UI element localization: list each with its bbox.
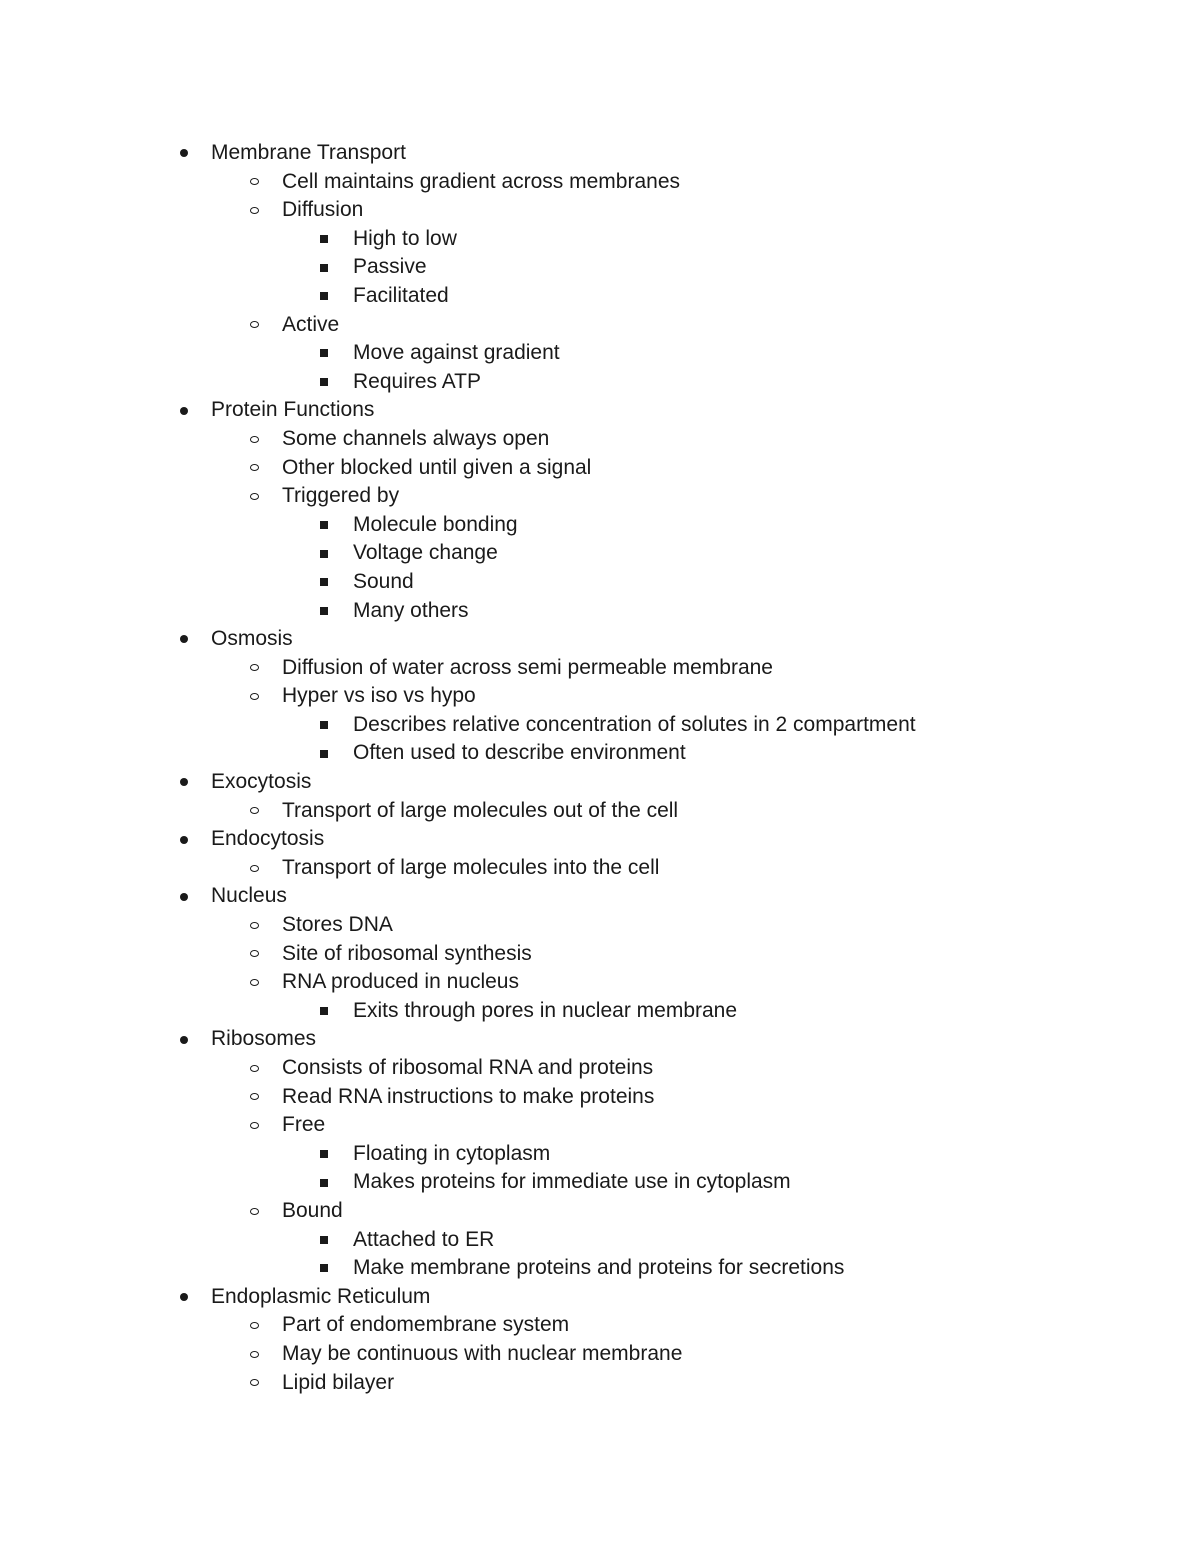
bulleted-outline — [0, 139, 1200, 1397]
outline-item-text: Membrane Transport — [211, 141, 406, 164]
outline-item-level-2 — [0, 997, 1200, 1026]
outline-item-text: Site of ribosomal synthesis — [282, 941, 532, 965]
filled-dot-bullet-icon — [177, 1025, 191, 1054]
outline-item-text: Some channels always open — [282, 426, 550, 450]
outline-item-text: Other blocked until given a signal — [282, 455, 592, 479]
outline-item-level-0 — [0, 825, 1200, 854]
outline-item-text: Makes proteins for immediate use in cytoplasm — [353, 1170, 791, 1194]
outline-item-level-2 — [0, 568, 1200, 597]
outline-item-text: Part of endomembrane system — [282, 1313, 570, 1337]
filled-square-bullet-icon — [317, 711, 331, 740]
hollow-circle-bullet-icon — [247, 940, 261, 969]
outline-item-text: Molecule bonding — [353, 512, 518, 536]
filled-square-bullet-icon — [317, 568, 331, 597]
outline-item-text: Describes relative concentration of solutes in 2 compartment — [353, 712, 916, 736]
hollow-circle-bullet-icon — [247, 682, 261, 711]
outline-item-text: May be continuous with nuclear membrane — [282, 1341, 683, 1365]
outline-item-level-2 — [0, 1168, 1200, 1197]
hollow-circle-bullet-icon — [247, 1083, 261, 1112]
outline-item-text: Facilitated — [353, 283, 449, 307]
hollow-circle-bullet-icon — [247, 168, 261, 197]
outline-item-text: Many others — [353, 598, 469, 622]
outline-item-text: Transport of large molecules out of the cell — [282, 798, 679, 822]
filled-square-bullet-icon — [317, 597, 331, 626]
filled-square-bullet-icon — [317, 1140, 331, 1169]
outline-item-text: Hyper vs iso vs hypo — [282, 684, 476, 708]
outline-item-level-2 — [0, 739, 1200, 768]
outline-item-level-2 — [0, 1140, 1200, 1169]
hollow-circle-bullet-icon — [247, 1369, 261, 1398]
filled-square-bullet-icon — [317, 739, 331, 768]
outline-item-level-1 — [0, 1054, 1200, 1083]
outline-item-text: High to low — [353, 226, 457, 250]
hollow-circle-bullet-icon — [247, 968, 261, 997]
outline-item-level-0 — [0, 1283, 1200, 1312]
outline-item-level-1 — [0, 311, 1200, 340]
hollow-circle-bullet-icon — [247, 1340, 261, 1369]
outline-item-text: Attached to ER — [353, 1227, 495, 1251]
hollow-circle-bullet-icon — [247, 654, 261, 683]
filled-dot-bullet-icon — [177, 825, 191, 854]
outline-item-text: Often used to describe environment — [353, 741, 686, 765]
outline-item-text: Stores DNA — [282, 913, 393, 937]
hollow-circle-bullet-icon — [247, 425, 261, 454]
filled-square-bullet-icon — [317, 511, 331, 540]
hollow-circle-bullet-icon — [247, 311, 261, 340]
outline-item-level-1 — [0, 425, 1200, 454]
outline-item-level-1 — [0, 1111, 1200, 1140]
outline-item-text: Osmosis — [211, 627, 293, 651]
outline-item-level-0 — [0, 882, 1200, 911]
outline-item-level-0 — [0, 625, 1200, 654]
outline-item-text: Diffusion of water across semi permeable membrane — [282, 655, 773, 679]
outline-item-text: Make membrane proteins and proteins for secretions — [353, 1256, 845, 1280]
outline-item-level-1 — [0, 968, 1200, 997]
filled-square-bullet-icon — [317, 539, 331, 568]
outline-item-text: Voltage change — [353, 541, 498, 565]
outline-item-level-1 — [0, 940, 1200, 969]
outline-item-text: Diffusion — [282, 198, 364, 222]
filled-dot-bullet-icon — [177, 1283, 191, 1312]
filled-square-bullet-icon — [317, 282, 331, 311]
outline-item-level-2 — [0, 282, 1200, 311]
outline-item-level-0 — [0, 396, 1200, 425]
outline-item-text: RNA produced in nucleus — [282, 970, 519, 994]
hollow-circle-bullet-icon — [247, 797, 261, 826]
filled-square-bullet-icon — [317, 1226, 331, 1255]
outline-item-level-0 — [0, 139, 1200, 168]
outline-item-text: Cell maintains gradient across membranes — [282, 169, 681, 193]
outline-item-text: Nucleus — [211, 884, 287, 908]
outline-item-level-2 — [0, 1226, 1200, 1255]
outline-item-level-1 — [0, 911, 1200, 940]
outline-item-text: Exits through pores in nuclear membrane — [353, 998, 738, 1022]
outline-item-text: Endocytosis — [211, 827, 325, 851]
outline-item-level-1 — [0, 654, 1200, 683]
outline-item-text: Ribosomes — [211, 1027, 317, 1051]
outline-item-level-2 — [0, 225, 1200, 254]
filled-square-bullet-icon — [317, 339, 331, 368]
outline-item-text: Protein Functions — [211, 398, 375, 422]
hollow-circle-bullet-icon — [247, 1111, 261, 1140]
outline-item-text: Transport of large molecules into the cell — [282, 855, 660, 879]
outline-item-level-2 — [0, 339, 1200, 368]
hollow-circle-bullet-icon — [247, 1054, 261, 1083]
outline-item-level-1 — [0, 854, 1200, 883]
filled-dot-bullet-icon — [177, 139, 191, 168]
outline-item-level-0 — [0, 768, 1200, 797]
hollow-circle-bullet-icon — [247, 454, 261, 483]
hollow-circle-bullet-icon — [247, 1197, 261, 1226]
outline-item-level-1 — [0, 682, 1200, 711]
outline-item-level-1 — [0, 1369, 1200, 1398]
filled-square-bullet-icon — [317, 368, 331, 397]
filled-square-bullet-icon — [317, 225, 331, 254]
outline-item-text: Move against gradient — [353, 341, 560, 365]
outline-item-level-2 — [0, 539, 1200, 568]
filled-dot-bullet-icon — [177, 768, 191, 797]
outline-item-text: Sound — [353, 569, 414, 593]
outline-item-level-1 — [0, 482, 1200, 511]
outline-item-level-2 — [0, 253, 1200, 282]
filled-square-bullet-icon — [317, 1254, 331, 1283]
outline-item-level-0 — [0, 1025, 1200, 1054]
hollow-circle-bullet-icon — [247, 1311, 261, 1340]
filled-dot-bullet-icon — [177, 625, 191, 654]
outline-item-text: Lipid bilayer — [282, 1370, 395, 1394]
outline-item-level-1 — [0, 1311, 1200, 1340]
outline-item-text: Floating in cytoplasm — [353, 1141, 551, 1165]
outline-item-level-1 — [0, 1083, 1200, 1112]
filled-square-bullet-icon — [317, 253, 331, 282]
outline-item-text: Read RNA instructions to make proteins — [282, 1084, 655, 1108]
hollow-circle-bullet-icon — [247, 482, 261, 511]
outline-item-text: Triggered by — [282, 484, 400, 508]
hollow-circle-bullet-icon — [247, 854, 261, 883]
outline-item-text: Bound — [282, 1198, 343, 1222]
outline-item-level-2 — [0, 597, 1200, 626]
outline-item-text: Active — [282, 312, 340, 336]
outline-item-text: Consists of ribosomal RNA and proteins — [282, 1056, 654, 1079]
filled-dot-bullet-icon — [177, 882, 191, 911]
outline-item-level-1 — [0, 454, 1200, 483]
outline-item-text: Free — [282, 1113, 326, 1137]
hollow-circle-bullet-icon — [247, 911, 261, 940]
filled-dot-bullet-icon — [177, 396, 191, 425]
outline-item-text: Requires ATP — [353, 369, 481, 393]
outline-item-level-1 — [0, 1197, 1200, 1226]
outline-item-level-2 — [0, 511, 1200, 540]
outline-item-level-1 — [0, 1340, 1200, 1369]
filled-square-bullet-icon — [317, 1168, 331, 1197]
outline-item-level-2 — [0, 1254, 1200, 1283]
outline-item-text: Passive — [353, 255, 427, 279]
outline-item-level-1 — [0, 196, 1200, 225]
outline-item-level-1 — [0, 168, 1200, 197]
outline-item-level-1 — [0, 797, 1200, 826]
outline-item-text: Endoplasmic Reticulum — [211, 1284, 431, 1308]
outline-item-level-2 — [0, 711, 1200, 740]
filled-square-bullet-icon — [317, 997, 331, 1026]
hollow-circle-bullet-icon — [247, 196, 261, 225]
outline-item-text: Exocytosis — [211, 770, 312, 794]
outline-item-level-2 — [0, 368, 1200, 397]
